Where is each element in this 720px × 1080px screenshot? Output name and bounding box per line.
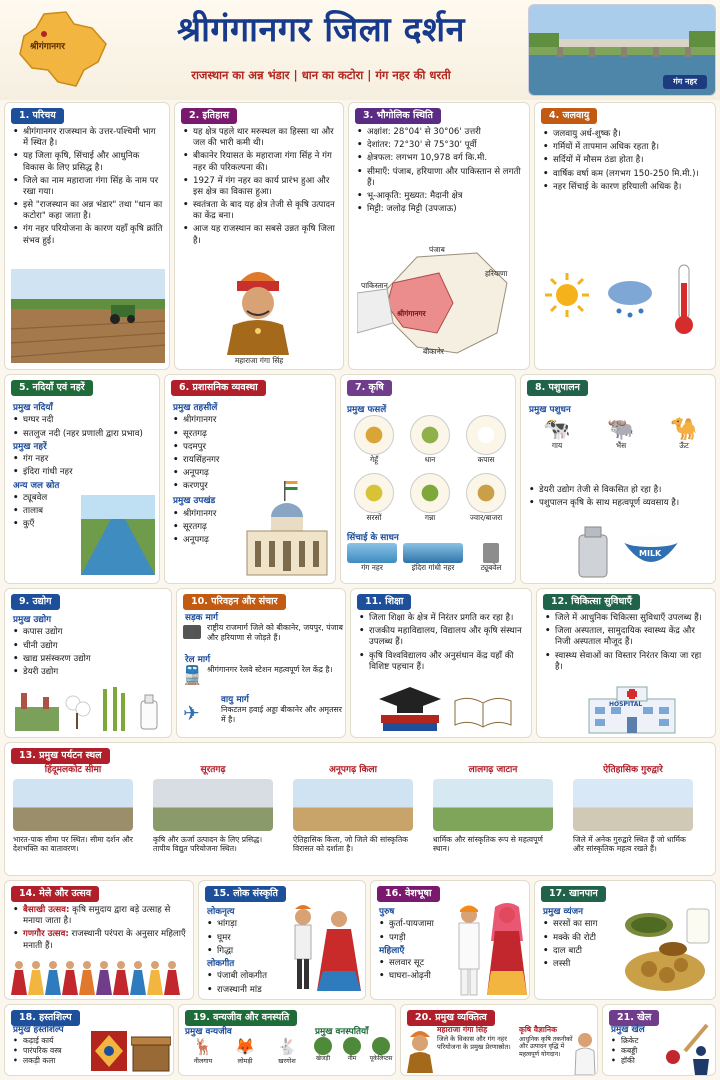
folk-dancers-icon — [11, 957, 189, 997]
list-item: • गर्मियों में तापमान अधिक रहता है। — [543, 142, 709, 153]
list-item: • आज यह राजस्थान का सबसे उन्नत कृषि जिला है। — [183, 224, 337, 246]
handicraft-panel — [4, 1004, 174, 1076]
list-item: • स्वास्थ्य सेवाओं का विस्तार निरंतर किया जा रहा है। — [545, 651, 709, 673]
admin-panel — [164, 374, 336, 584]
hospital-label: HOSPITAL — [609, 701, 643, 708]
list-item: • सूरतगढ़ — [173, 429, 329, 440]
wildlife-animal: 🦌 नीलगाय — [183, 1037, 223, 1065]
maharaja-portrait-icon — [213, 259, 303, 355]
list-item: • नहर सिंचाई के कारण हरियाली अधिक है। — [543, 182, 709, 193]
folk-song-heading: लोकगीत — [207, 958, 235, 969]
tourism-place-name: ऐतिहासिक गुरुद्वारे — [603, 765, 663, 775]
sports-icon — [663, 1021, 715, 1075]
animal-husbandry-title: 8. पशुपालन — [527, 380, 588, 396]
sun-icon — [543, 271, 591, 319]
irrigation-canal: गंग नहर — [347, 543, 397, 573]
intro-title: 1. परिचय — [11, 108, 64, 124]
list-item: • गणगौर उत्सव: राजस्थानी परंपरा के अनुसार महिलाएँ मनाती हैं। — [13, 929, 187, 951]
history-panel — [174, 102, 344, 370]
cotton-icon — [63, 693, 93, 729]
embroidery-icon — [89, 1029, 129, 1073]
list-item: • इसे "राजस्थान का अन्न भंडार" तथा "धान का कटोरा" कहा जाता है। — [13, 200, 163, 222]
tourism-place-image — [153, 779, 273, 831]
list-item: • डेयरी उद्योग तेजी से विकसित हो रहा है। — [529, 485, 709, 496]
list-item: • घाघरा-ओढ़नी — [379, 971, 451, 982]
person-2-desc: आधुनिक कृषि तकनीकों और उत्पादन वृद्धि में महत्वपूर्ण योगदान। — [519, 1036, 573, 1058]
crop-icon — [410, 473, 450, 513]
list-item: • देशांतर: 72°30' से 75°30' पूर्वी — [357, 140, 523, 151]
tourism-place-image — [433, 779, 553, 831]
tourism-place-image — [573, 779, 693, 831]
canal-icon — [81, 495, 155, 575]
list-item: • राजस्थानी मांड — [207, 985, 287, 996]
subdivision-heading: प्रमुख उपखंड — [173, 496, 216, 507]
list-item: • सलवार सूट — [379, 958, 451, 969]
handicraft-heading: प्रमुख हस्तशिल्प — [13, 1025, 64, 1035]
list-item: • जिला अस्पताल, सामुदायिक स्वास्थ्य केंद्र और निजी अस्पताल मौजूद हैं। — [545, 626, 709, 648]
climate-panel — [534, 102, 716, 370]
list-item: • रायसिंहनगर — [173, 455, 329, 466]
list-item: • कपास उद्योग — [13, 627, 165, 638]
maharaja-caption: महाराजा गंगा सिंह — [234, 356, 284, 366]
page-subtitle: राजस्थान का अन्न भंडार | धान का कटोरा | गंग नहर की धरती — [191, 68, 451, 82]
list-item: • भू-आकृति: मुख्यत: मैदानी क्षेत्र — [357, 191, 523, 202]
list-item: • सीमाएँ: पंजाब, हरियाणा और पाकिस्तान से लगती हैं। — [357, 167, 523, 189]
list-item: • अनूपगढ़ — [173, 535, 329, 546]
dress-panel — [370, 880, 530, 1000]
folk-culture-title: 15. लोक संस्कृति — [205, 886, 286, 902]
men-heading: पुरुष — [379, 907, 395, 917]
list-item: • वार्षिक वर्षा कम (लगभग 150-250 मि.मी.)। — [543, 169, 709, 180]
air-text: निकटतम हवाई अड्डा बीकानेर और अमृतसर में है। — [221, 705, 342, 725]
list-item: • मिट्टी: जलोढ़ मिट्टी (उपजाऊ) — [357, 204, 523, 215]
livestock-heading: प्रमुख पशुधन — [529, 405, 571, 415]
camel-icon: 🐪 — [670, 417, 698, 442]
milk-bottle-icon — [137, 693, 161, 731]
list-item: • राजकीय महाविद्यालय, विद्यालय और कृषि संस्थान उपलब्ध हैं। — [359, 626, 525, 648]
list-item: • यह जिला कृषि, सिंचाई और आधुनिक विकास के लिए प्रसिद्ध है। — [13, 151, 163, 173]
agriculture-title: 7. कृषि — [347, 380, 392, 396]
list-item: • बीकानेर रियासत के महाराजा गंगा सिंह ने गंग नहर की परिकल्पना की। — [183, 151, 337, 173]
list-item: • करणपुर — [173, 481, 329, 492]
food-title: 17. खानपान — [541, 886, 606, 902]
wooden-box-icon — [131, 1033, 171, 1073]
person-2-name: कृषि वैज्ञानिक — [519, 1025, 557, 1034]
crop-item: गेहूँ — [347, 415, 401, 465]
climate-title: 4. जलवायु — [541, 108, 597, 124]
wildlife-animal: 🐇 खरगोश — [267, 1037, 307, 1065]
list-item: • कढ़ाई कार्य — [13, 1036, 91, 1046]
person-1-desc: जिले के विकास और गंग नहर परियोजना के प्रमुख प्रेरणास्रोत। — [437, 1035, 511, 1051]
dishes-heading: प्रमुख व्यंजन — [543, 907, 584, 917]
tree-icon — [314, 1037, 332, 1055]
list-item: • सर्दियों में मौसम ठंडा होता है। — [543, 155, 709, 166]
crop-item: गन्ना — [403, 473, 457, 523]
industry-title: 9. उद्योग — [11, 594, 60, 610]
tourism-place-desc: भारत-पाक सीमा पर स्थित। सीमा दर्शन और देशभक्ति का वातावरण। — [13, 835, 133, 854]
wildlife-panel — [178, 1004, 396, 1076]
page-title: श्रीगंगानगर जिला दर्शन — [177, 10, 465, 50]
list-item: • बैसाखी उत्सव: कृषि समुदाय द्वारा बड़े उत्साह से मनाया जाता है। — [13, 905, 187, 927]
tourism-item — [293, 765, 413, 871]
canal-icon — [347, 543, 397, 563]
animal-husbandry-panel — [520, 374, 716, 584]
canals-heading: प्रमुख नहरें — [13, 441, 47, 452]
food-panel — [534, 880, 716, 1000]
irrigation-heading: सिंचाई के साधन — [347, 533, 399, 543]
tourism-panel — [4, 742, 716, 876]
dancing-couple-icon — [279, 901, 363, 997]
cow-item: 🐄 गाय — [527, 419, 587, 451]
canal-photo-caption: गंग नहर — [663, 75, 707, 89]
list-item: • जिले का नाम महाराजा गंगा सिंह के नाम पर रखा गया। — [13, 176, 163, 198]
list-item: • गंग नहर — [13, 454, 153, 465]
geography-panel — [348, 102, 530, 370]
list-item: • सूरतगढ़ — [173, 522, 329, 533]
buffalo-item: 🐃 भैंस — [591, 419, 651, 451]
crop-icon — [354, 473, 394, 513]
crop-item: सरसों — [347, 473, 401, 523]
tourism-place-name: अनूपगढ़ किला — [329, 765, 377, 775]
road-text: राष्ट्रीय राजमार्ग जिले को बीकानेर, जयपुर, पंजाब और हरियाणा से जोड़ते हैं। — [207, 623, 343, 643]
animal-icon: 🦊 — [235, 1037, 255, 1056]
list-item: • हॉकी — [611, 1056, 663, 1066]
crop-item: ज्वार/बाजरा — [459, 473, 513, 523]
irrigation-tubewell: ट्यूबवेल — [469, 543, 513, 573]
rail-heading: रेल मार्ग — [185, 655, 211, 665]
list-item: • अक्षांश: 28°04' से 30°06' उत्तरी — [357, 127, 523, 138]
rail-text: श्रीगंगानगर रेलवे स्टेशन महत्वपूर्ण रेल केंद्र है। — [207, 665, 333, 674]
list-item: • स्वतंत्रता के बाद यह क्षेत्र तेजी से कृषि उत्पादन का केंद्र बना। — [183, 200, 337, 222]
list-item: • पगड़ी — [379, 933, 451, 944]
maharaja-avatar — [405, 1025, 435, 1073]
personalities-title: 20. प्रमुख व्यक्तित्व — [407, 1010, 495, 1026]
graduation-cap-icon — [375, 685, 445, 733]
list-item: • पंजाबी लोकगीत — [207, 971, 287, 982]
page-header — [0, 0, 720, 100]
list-item: • लकड़ी कला — [13, 1056, 91, 1066]
list-item: • क्रिकेट — [611, 1036, 663, 1046]
tourism-item — [13, 765, 133, 871]
canal-photo — [528, 4, 716, 96]
list-item: • अनूपगढ़ — [173, 468, 329, 479]
list-item: • ट्यूबवेल — [13, 493, 83, 504]
fair-name: गणगौर उत्सव: — [23, 929, 69, 940]
tourism-place-desc: जिले में अनेक गुरुद्वारे स्थित हैं जो धार्मिक और सांस्कृतिक महत्व रखते हैं। — [573, 835, 686, 854]
list-item: • मक्के की रोटी — [543, 933, 623, 944]
tourism-place-name: हिंदूमलकोट सीमा — [44, 765, 102, 775]
buffalo-icon: 🐃 — [607, 417, 635, 442]
list-item: • क्षेत्रफल: लगभग 10,978 वर्ग कि.मी. — [357, 153, 523, 164]
folk-culture-panel — [198, 880, 366, 1000]
fairs-title: 14. मेले और उत्सव — [11, 886, 99, 902]
milk-label: MILK — [639, 549, 662, 558]
folk-dance-heading: लोकनृत्य — [207, 907, 235, 917]
list-item: • इंदिरा गांधी नहर — [13, 467, 153, 478]
rain-cloud-icon — [603, 275, 657, 321]
air-heading: वायु मार्ग — [221, 695, 249, 705]
list-item: • कुर्ता-पायजामा — [379, 919, 451, 930]
list-item: • कुएँ — [13, 519, 83, 530]
thali-icon — [619, 903, 715, 997]
tree-icon — [372, 1037, 390, 1055]
crop-icon — [410, 415, 450, 455]
other-water-heading: अन्य जल स्रोत — [13, 480, 60, 491]
rivers-panel — [4, 374, 160, 584]
list-item: • जिले में आधुनिक चिकित्सा सुविधाएँ उपलब्ध हैं। — [545, 613, 709, 624]
intro-panel — [4, 102, 170, 370]
open-book-icon — [453, 695, 513, 729]
map-label-haryana: हरियाणा — [485, 269, 508, 278]
education-panel — [350, 588, 532, 738]
list-item: • डेयरी उद्योग — [13, 667, 165, 678]
crop-icon — [466, 473, 506, 513]
crop-icon — [466, 415, 506, 455]
sugarcane-icon — [97, 685, 127, 731]
tractor-field-icon — [11, 269, 165, 363]
list-item: • पदमपुर — [173, 442, 329, 453]
list-item: • जलवायु अर्ध-शुष्क है। — [543, 129, 709, 140]
hospital-icon — [585, 685, 679, 735]
crop-icon — [354, 415, 394, 455]
list-item: • घग्घर नदी — [13, 415, 153, 426]
wildlife-plant: यूकेलिप्टस — [367, 1037, 395, 1063]
list-item: • कबड्डी — [611, 1046, 663, 1056]
list-item: • लस्सी — [543, 959, 623, 970]
transport-title: 10. परिवहन और संचार — [183, 594, 286, 610]
wildlife-animals-heading: प्रमुख वन्यजीव — [185, 1027, 232, 1037]
dress-title: 16. वेशभूषा — [377, 886, 440, 902]
personalities-panel — [400, 1004, 598, 1076]
list-item: • सतलुज नदी (नहर प्रणाली द्वारा प्रभाव) — [13, 429, 153, 440]
fairs-panel — [4, 880, 194, 1000]
airplane-icon: ✈ — [183, 701, 200, 725]
tourism-place-image — [13, 779, 133, 831]
list-item: • पशुपालन कृषि के साथ महत्वपूर्ण व्यवसाय है। — [529, 498, 709, 509]
list-item: • खाद्य प्रसंस्करण उद्योग — [13, 654, 165, 665]
crop-item: कपास — [459, 415, 513, 465]
health-panel — [536, 588, 716, 738]
map-label-sriganganagar: श्रीगंगानगर — [397, 309, 426, 318]
list-item: • श्रीगंगानगर — [173, 415, 329, 426]
wildlife-animal: 🦊 लोमड़ी — [225, 1037, 265, 1065]
admin-title: 6. प्रशासनिक व्यवस्था — [171, 380, 266, 396]
tree-icon — [343, 1037, 361, 1055]
train-icon: 🚆 — [181, 665, 204, 686]
list-item: • पारंपरिक वस्त्र — [13, 1046, 91, 1056]
cow-icon: 🐄 — [543, 417, 571, 442]
tourism-place-name: लालगढ़ जाटान — [468, 765, 518, 775]
traditional-dress-icon — [449, 901, 529, 997]
handicraft-title: 18. हस्तशिल्प — [11, 1010, 80, 1026]
history-title: 2. इतिहास — [181, 108, 237, 124]
irrigation-indira-canal: इंदिरा गांधी नहर — [403, 543, 463, 573]
tourism-place-desc: धार्मिक और सांस्कृतिक रूप से महत्वपूर्ण स्थान। — [433, 835, 543, 854]
tourism-title: 13. प्रमुख पर्यटन स्थल — [11, 748, 110, 764]
map-label-bikaner: बीकानेर — [423, 347, 444, 356]
list-item: • सरसों का साग — [543, 919, 623, 930]
rivers-heading: प्रमुख नदियाँ — [13, 403, 53, 413]
women-heading: महिलाएँ — [379, 945, 405, 956]
factory-icon — [13, 689, 63, 733]
list-item: • गंग नहर परियोजना के कारण यहाँ कृषि क्रांति संभव हुई। — [13, 224, 163, 246]
tourism-place-desc: कृषि और ऊर्जा उत्पादन के लिए प्रसिद्ध। तापीय विद्युत परियोजना स्थित। — [153, 835, 263, 854]
person-1-name: महाराजा गंगा सिंह — [437, 1025, 488, 1034]
list-item: • यह क्षेत्र पहले थार मरुस्थल का हिस्सा था और जल की भारी कमी थी। — [183, 127, 337, 149]
geography-title: 3. भौगोलिक स्थिति — [355, 108, 441, 124]
tourism-item — [573, 765, 693, 871]
crop-item: धान — [403, 415, 457, 465]
wildlife-plant: खेजड़ी — [309, 1037, 337, 1063]
animal-icon: 🦌 — [193, 1037, 213, 1056]
list-item: • तालाब — [13, 506, 83, 517]
animal-icon: 🐇 — [277, 1037, 297, 1056]
list-item: • गिद्धा — [207, 946, 287, 957]
agriculture-panel — [340, 374, 516, 584]
list-item: • भांगड़ा — [207, 919, 287, 930]
list-item: • कृषि विश्वविद्यालय और अनुसंधान केंद्र यहाँ की विशिष्ट पहचान हैं। — [359, 651, 525, 673]
crops-heading: प्रमुख फसलें — [347, 405, 387, 415]
tourism-item — [433, 765, 553, 871]
tourism-place-name: सूरतगढ़ — [200, 765, 226, 775]
health-title: 12. चिकित्सा सुविधाएँ — [543, 594, 640, 610]
list-item: • 1927 में गंग नहर का कार्य प्रारंभ हुआ और इस क्षेत्र का विकास हुआ। — [183, 176, 337, 198]
map-label: श्रीगंगानगर — [30, 42, 65, 52]
industry-heading: प्रमुख उद्योग — [13, 615, 52, 625]
camel-item: 🐪 ऊँट — [655, 419, 713, 451]
canal-icon — [403, 543, 463, 563]
industry-panel — [4, 588, 172, 738]
rivers-title: 5. नदियाँ एवं नहरें — [11, 380, 93, 396]
wildlife-plant: नीम — [338, 1037, 366, 1063]
tourism-place-image — [293, 779, 413, 831]
tourism-item — [153, 765, 273, 871]
list-item: • दाल बाटी — [543, 946, 623, 957]
tubewell-icon — [483, 543, 499, 563]
tourism-place-desc: ऐतिहासिक किला, जो जिले की सांस्कृतिक विरासत को दर्शाता है। — [293, 835, 408, 854]
sports-title: 21. खेल — [609, 1010, 659, 1026]
sports-panel — [602, 1004, 716, 1076]
tehsil-heading: प्रमुख तहसीलें — [173, 403, 218, 413]
list-item: • श्रीगंगानगर — [173, 509, 329, 520]
government-building-icon — [243, 481, 331, 577]
milk-can-icon — [573, 525, 613, 579]
list-item: • श्रीगंगानगर राजस्थान के उत्तर-पश्चिमी भाग में स्थित है। — [13, 127, 163, 149]
education-title: 11. शिक्षा — [357, 594, 411, 610]
road-heading: सड़क मार्ग — [185, 613, 218, 623]
wildlife-title: 19. वन्यजीव और वनस्पति — [185, 1010, 297, 1026]
map-label-punjab: पंजाब — [429, 245, 445, 254]
fair-name: बैसाखी उत्सव: — [23, 905, 70, 915]
list-item: • चीनी उद्योग — [13, 641, 165, 652]
thermometer-icon — [669, 263, 699, 337]
wildlife-plants-heading: प्रमुख वनस्पतियाँ — [315, 1027, 369, 1037]
scientist-avatar — [573, 1031, 597, 1075]
list-item: • जिला शिक्षा के क्षेत्र में निरंतर प्रगति कर रहा है। — [359, 613, 525, 624]
list-item: • घूमर — [207, 933, 287, 944]
transport-panel — [176, 588, 346, 738]
road-icon — [183, 625, 201, 639]
sports-heading: प्रमुख खेल — [611, 1025, 645, 1035]
map-label-pakistan: पाकिस्तान — [361, 281, 388, 290]
